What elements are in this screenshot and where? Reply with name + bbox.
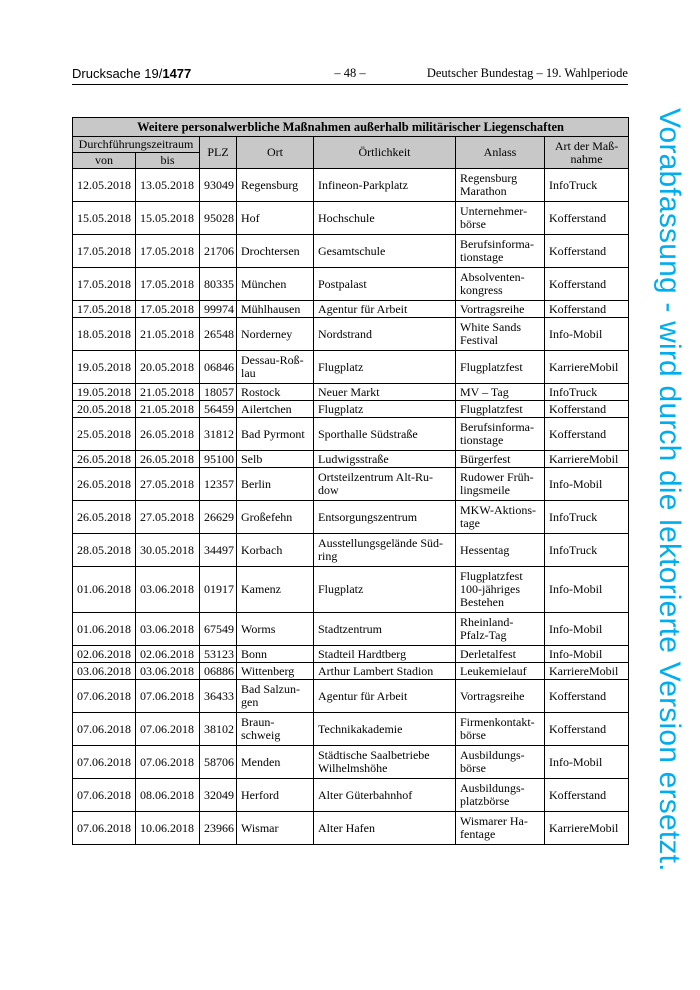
art-cell: Info-Mobil [545,567,629,613]
bis-cell: 27.05.2018 [136,468,200,501]
plz-cell: 38102 [200,713,237,746]
doc-number: 1477 [162,66,192,81]
plz-cell: 32049 [200,779,237,812]
location-cell: Postpalast [314,268,456,301]
bis-cell: 15.05.2018 [136,202,200,235]
plz-cell: 31812 [200,418,237,451]
bis-cell: 17.05.2018 [136,235,200,268]
anlass-cell: Rheinland-Pfalz-Tag [456,613,545,646]
anlass-cell: Unternehmer-börse [456,202,545,235]
table-body [73,169,629,845]
location-cell: Ausstellungsgelände Süd-ring [314,534,456,567]
von-cell: 19.05.2018 [73,384,136,401]
plz-cell: 58706 [200,746,237,779]
table-row [73,451,629,468]
art-cell: KarriereMobil [545,663,629,680]
anlass-cell: Firmenkontakt-börse [456,713,545,746]
plz-cell: 26629 [200,501,237,534]
anlass-cell: Flugplatzfest [456,401,545,418]
bis-cell: 03.06.2018 [136,567,200,613]
bis-cell: 07.06.2018 [136,746,200,779]
bis-cell: 20.05.2018 [136,351,200,384]
plz-cell: 01917 [200,567,237,613]
art-cell: KarriereMobil [545,812,629,845]
von-cell: 01.06.2018 [73,567,136,613]
anlass-cell: White Sands Festival [456,318,545,351]
art-cell: Info-Mobil [545,318,629,351]
art-cell: Info-Mobil [545,646,629,663]
von-cell: 26.05.2018 [73,501,136,534]
header-art: Art der Maß-nahme [545,137,629,169]
anlass-cell: Bürgerfest [456,451,545,468]
ort-cell: Herford [237,779,314,812]
plz-cell: 06846 [200,351,237,384]
von-cell: 07.06.2018 [73,812,136,845]
anlass-cell: Flugplatzfest 100-jähriges Bestehen [456,567,545,613]
location-cell: Sporthalle Südstraße [314,418,456,451]
ort-cell: Wittenberg [237,663,314,680]
ort-cell: Mühlhausen [237,301,314,318]
table-row [73,713,629,746]
von-cell: 02.06.2018 [73,646,136,663]
table-row [73,501,629,534]
header-oertlichkeit: Örtlichkeit [314,137,456,169]
art-cell: Info-Mobil [545,746,629,779]
von-cell: 20.05.2018 [73,401,136,418]
watermark-text: Vorabfassung - wird durch die lektorierte Version ersetzt. [653,108,686,872]
plz-cell: 26548 [200,318,237,351]
ort-cell: Hof [237,202,314,235]
plz-cell: 67549 [200,613,237,646]
table-row [73,268,629,301]
location-cell: Ludwigsstraße [314,451,456,468]
table-title: Weitere personalwerbliche Maßnahmen außerhalb militärischer Liegenschaften [73,118,629,137]
location-cell: Gesamtschule [314,235,456,268]
ort-cell: Bonn [237,646,314,663]
bis-cell: 17.05.2018 [136,268,200,301]
anlass-cell: MV – Tag [456,384,545,401]
doc-number-prefix: 19/ [144,66,163,81]
art-cell: InfoTruck [545,501,629,534]
bis-cell: 21.05.2018 [136,384,200,401]
anlass-cell: Derletalfest [456,646,545,663]
location-cell: Arthur Lambert Stadion [314,663,456,680]
table-row [73,318,629,351]
table-row [73,680,629,713]
art-cell: InfoTruck [545,384,629,401]
von-cell: 26.05.2018 [73,451,136,468]
table-row [73,169,629,202]
bis-cell: 03.06.2018 [136,663,200,680]
plz-cell: 95028 [200,202,237,235]
header-period: Durchführungszeitraum [73,137,200,153]
anlass-cell: Ausbildungs-börse [456,746,545,779]
table-row [73,613,629,646]
plz-cell: 21706 [200,235,237,268]
plz-cell: 12357 [200,468,237,501]
location-cell: Entsorgungszentrum [314,501,456,534]
location-cell: Stadtzentrum [314,613,456,646]
header-anlass: Anlass [456,137,545,169]
location-cell: Neuer Markt [314,384,456,401]
ort-cell: Braun-schweig [237,713,314,746]
bis-cell: 30.05.2018 [136,534,200,567]
table-row [73,812,629,845]
table-row [73,779,629,812]
ort-cell: Wismar [237,812,314,845]
location-cell: Infineon-Parkplatz [314,169,456,202]
table-title-row [73,118,629,137]
header-plz: PLZ [200,137,237,169]
bis-cell: 17.05.2018 [136,301,200,318]
bis-cell: 08.06.2018 [136,779,200,812]
von-cell: 17.05.2018 [73,235,136,268]
location-cell: Nordstrand [314,318,456,351]
table-row [73,567,629,613]
anlass-cell: Absolventen-kongress [456,268,545,301]
bis-cell: 13.05.2018 [136,169,200,202]
plz-cell: 80335 [200,268,237,301]
plz-cell: 53123 [200,646,237,663]
table-header-row [73,137,629,153]
von-cell: 15.05.2018 [73,202,136,235]
bis-cell: 07.06.2018 [136,713,200,746]
table-row [73,646,629,663]
art-cell: Info-Mobil [545,613,629,646]
anlass-cell: Flugplatzfest [456,351,545,384]
ort-cell: Korbach [237,534,314,567]
plz-cell: 34497 [200,534,237,567]
table-row [73,401,629,418]
location-cell: Alter Hafen [314,812,456,845]
ort-cell: München [237,268,314,301]
table-row [73,351,629,384]
bis-cell: 26.05.2018 [136,418,200,451]
bis-cell: 21.05.2018 [136,401,200,418]
ort-cell: Ailertchen [237,401,314,418]
von-cell: 19.05.2018 [73,351,136,384]
art-cell: Kofferstand [545,268,629,301]
ort-cell: Dessau-Roß-lau [237,351,314,384]
art-cell: Kofferstand [545,401,629,418]
bis-cell: 26.05.2018 [136,451,200,468]
table-row [73,202,629,235]
table-row [73,746,629,779]
plz-cell: 56459 [200,401,237,418]
plz-cell: 23966 [200,812,237,845]
art-cell: KarriereMobil [545,451,629,468]
table-row [73,301,629,318]
plz-cell: 06886 [200,663,237,680]
ort-cell: Großefehn [237,501,314,534]
location-cell: Agentur für Arbeit [314,301,456,318]
location-cell: Stadteil Hardtberg [314,646,456,663]
table-row [73,534,629,567]
von-cell: 18.05.2018 [73,318,136,351]
location-cell: Ortsteilzentrum Alt-Ru-dow [314,468,456,501]
art-cell: Kofferstand [545,779,629,812]
location-cell: Flugplatz [314,567,456,613]
von-cell: 03.06.2018 [73,663,136,680]
von-cell: 17.05.2018 [73,268,136,301]
anlass-cell: Ausbildungs-platzbörse [456,779,545,812]
von-cell: 07.06.2018 [73,779,136,812]
ort-cell: Bad Pyrmont [237,418,314,451]
plz-cell: 93049 [200,169,237,202]
ort-cell: Bad Salzun-gen [237,680,314,713]
header-bis: bis [136,153,200,169]
anlass-cell: Wismarer Ha-fentage [456,812,545,845]
plz-cell: 99974 [200,301,237,318]
ort-cell: Norderney [237,318,314,351]
anlass-cell: Regensburg Marathon [456,169,545,202]
ort-cell: Menden [237,746,314,779]
ort-cell: Selb [237,451,314,468]
von-cell: 26.05.2018 [73,468,136,501]
bis-cell: 10.06.2018 [136,812,200,845]
page-header [72,66,628,86]
von-cell: 07.06.2018 [73,746,136,779]
von-cell: 07.06.2018 [73,713,136,746]
ort-cell: Regensburg [237,169,314,202]
bis-cell: 27.05.2018 [136,501,200,534]
plz-cell: 36433 [200,680,237,713]
plz-cell: 95100 [200,451,237,468]
table-row [73,418,629,451]
header-ort: Ort [237,137,314,169]
header-von: von [73,153,136,169]
art-cell: Kofferstand [545,418,629,451]
art-cell: Kofferstand [545,301,629,318]
art-cell: Kofferstand [545,680,629,713]
location-cell: Alter Güterbahnhof [314,779,456,812]
watermark [646,108,686,908]
bis-cell: 07.06.2018 [136,680,200,713]
anlass-cell: Vortragsreihe [456,680,545,713]
location-cell: Flugplatz [314,401,456,418]
table-row [73,384,629,401]
von-cell: 01.06.2018 [73,613,136,646]
art-cell: Kofferstand [545,713,629,746]
art-cell: Kofferstand [545,202,629,235]
table-row [73,235,629,268]
plz-cell: 18057 [200,384,237,401]
ort-cell: Kamenz [237,567,314,613]
von-cell: 12.05.2018 [73,169,136,202]
anlass-cell: Leukemielauf [456,663,545,680]
location-cell: Städtische Saalbetriebe Wilhelmshöhe [314,746,456,779]
anlass-cell: MKW-Aktions-tage [456,501,545,534]
art-cell: InfoTruck [545,534,629,567]
art-cell: InfoTruck [545,169,629,202]
table-row [73,663,629,680]
location-cell: Flugplatz [314,351,456,384]
anlass-cell: Berufsinforma-tionstage [456,418,545,451]
anlass-cell: Vortragsreihe [456,301,545,318]
doc-label: Drucksache [72,66,141,81]
art-cell: KarriereMobil [545,351,629,384]
von-cell: 28.05.2018 [73,534,136,567]
art-cell: Info-Mobil [545,468,629,501]
ort-cell: Drochtersen [237,235,314,268]
ort-cell: Rostock [237,384,314,401]
page-number: – 48 – [334,66,366,80]
von-cell: 17.05.2018 [73,301,136,318]
bis-cell: 03.06.2018 [136,613,200,646]
events-table [72,117,629,845]
location-cell: Hochschule [314,202,456,235]
ort-cell: Worms [237,613,314,646]
von-cell: 07.06.2018 [73,680,136,713]
table-row [73,468,629,501]
von-cell: 25.05.2018 [73,418,136,451]
location-cell: Agentur für Arbeit [314,680,456,713]
header-rule [72,84,628,85]
parliament-label: Deutscher Bundestag – 19. Wahlperiode [426,66,628,80]
art-cell: Kofferstand [545,235,629,268]
anlass-cell: Berufsinforma-tionstage [456,235,545,268]
ort-cell: Berlin [237,468,314,501]
anlass-cell: Hessentag [456,534,545,567]
bis-cell: 21.05.2018 [136,318,200,351]
bis-cell: 02.06.2018 [136,646,200,663]
anlass-cell: Rudower Früh-lingsmeile [456,468,545,501]
location-cell: Technikakademie [314,713,456,746]
